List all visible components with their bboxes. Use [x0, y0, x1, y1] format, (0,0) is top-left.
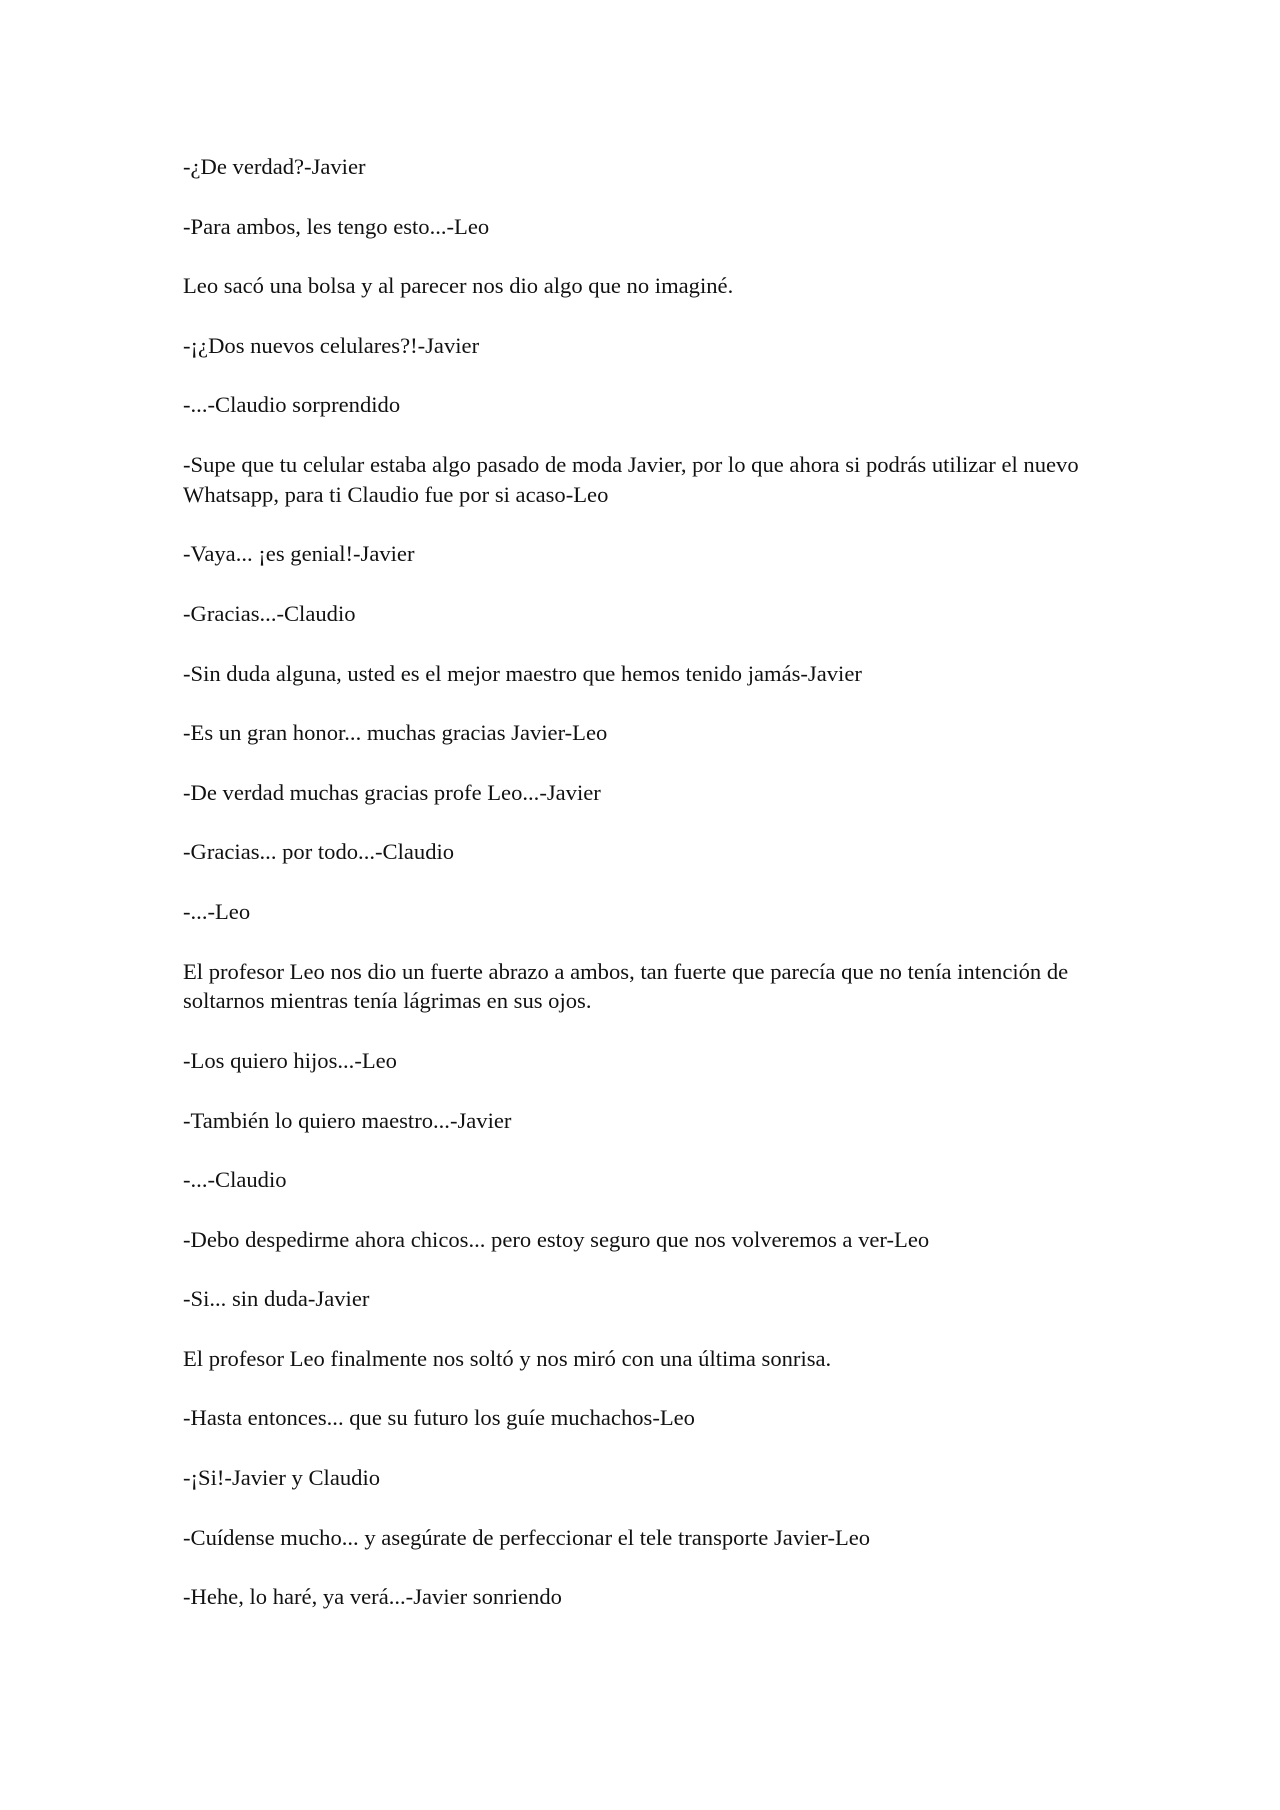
paragraph: -Sin duda alguna, usted es el mejor maestro que hemos tenido jamás-Javier: [183, 660, 862, 686]
paragraph: -...-Leo: [183, 898, 251, 924]
paragraph: -De verdad muchas gracias profe Leo...-Javier: [183, 779, 601, 805]
paragraph: -Para ambos, les tengo esto...-Leo: [183, 213, 490, 239]
paragraph: Leo sacó una bolsa y al parecer nos dio algo que no imaginé.: [183, 273, 734, 299]
paragraph: -Supe que tu celular estaba algo pasado de moda Javier, por lo que ahora si podrás utilizar el nuevo Whatsapp, para ti Claudio fue por si acaso-Leo: [183, 451, 1079, 507]
paragraph: -Vaya... ¡es genial!-Javier: [183, 541, 415, 567]
paragraph: -¡Si!-Javier y Claudio: [183, 1465, 381, 1491]
paragraph: -Si... sin duda-Javier: [183, 1286, 370, 1312]
paragraph: -Cuídense mucho... y asegúrate de perfeccionar el tele transporte Javier-Leo: [183, 1524, 871, 1550]
document-body: [183, 152, 1083, 1642]
paragraph: -Gracias...-Claudio: [183, 600, 356, 626]
paragraph: -...-Claudio: [183, 1167, 287, 1193]
paragraph: -¿De verdad?-Javier: [183, 154, 366, 179]
paragraph: -Hehe, lo haré, ya verá...-Javier sonriendo: [183, 1584, 562, 1610]
paragraph: El profesor Leo finalmente nos soltó y nos miró con una última sonrisa.: [183, 1345, 832, 1371]
paragraph: -¡¿Dos nuevos celulares?!-Javier: [183, 332, 480, 358]
paragraph: -Hasta entonces... que su futuro los guíe muchachos-Leo: [183, 1405, 695, 1431]
paragraph: -Los quiero hijos...-Leo: [183, 1047, 397, 1073]
paragraph: -También lo quiero maestro...-Javier: [183, 1107, 512, 1133]
paragraph: -Debo despedirme ahora chicos... pero estoy seguro que nos volveremos a ver-Leo: [183, 1226, 930, 1252]
paragraph: El profesor Leo nos dio un fuerte abrazo a ambos, tan fuerte que parecía que no tenía intención de soltarnos mientras tenía lágrimas en sus ojos.: [183, 958, 1069, 1014]
paragraph: -Es un gran honor... muchas gracias Javier-Leo: [183, 720, 608, 746]
paragraph: -Gracias... por todo...-Claudio: [183, 839, 455, 865]
paragraph: -...-Claudio sorprendido: [183, 392, 401, 418]
